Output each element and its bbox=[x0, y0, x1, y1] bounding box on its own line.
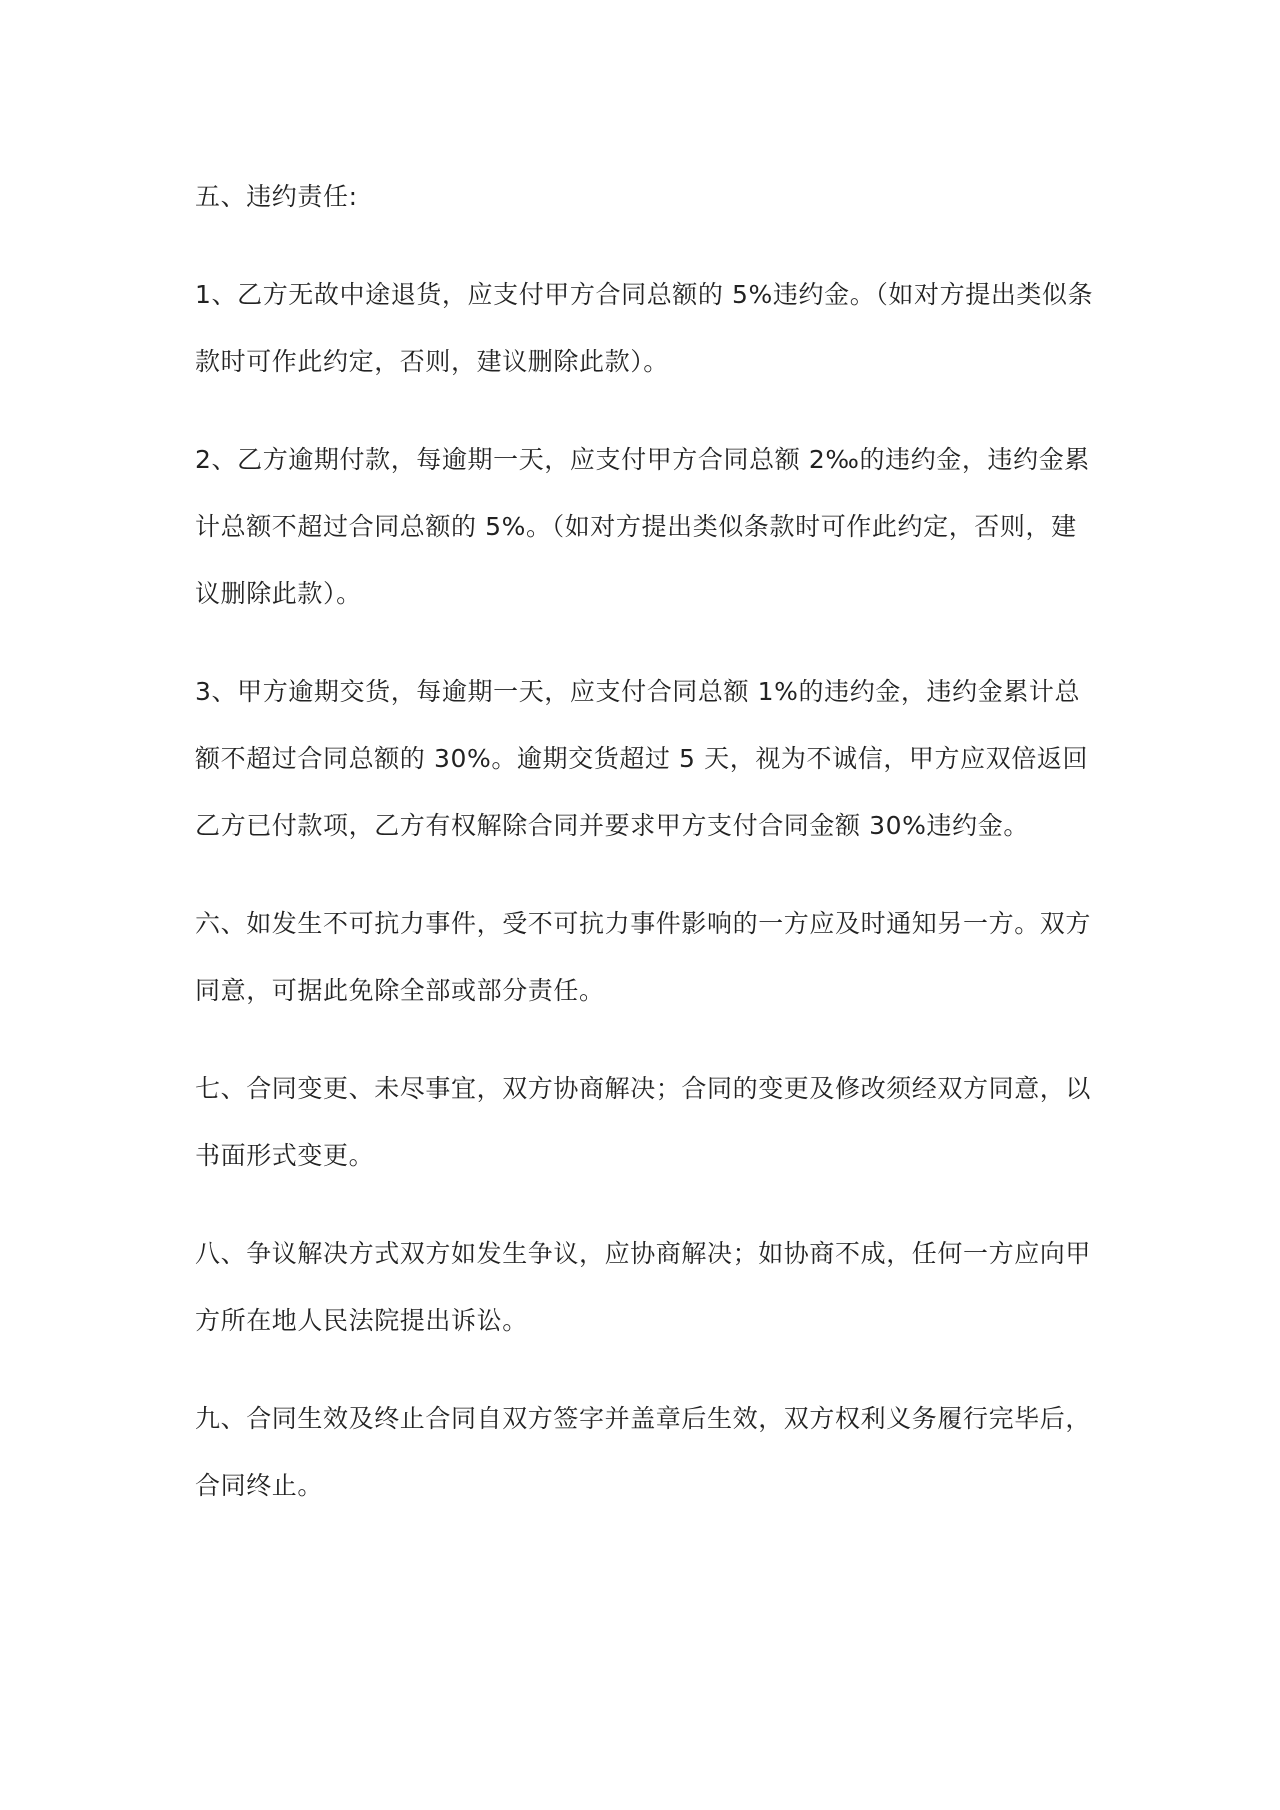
clause-6-force-majeure: 六、如发生不可抗力事件，受不可抗力事件影响的一方应及时通知另一方。双方同意，可据此免除全部或部分责任。 bbox=[195, 909, 1092, 1005]
document-body bbox=[195, 163, 1095, 1519]
clause-2-late-payment: 2、乙方逾期付款，每逾期一天，应支付甲方合同总额 2‰的违约金，违约金累计总额不超过合同总额的 5%。（如对方提出类似条款时可作此约定，否则，建议删除此款）。 bbox=[195, 445, 1090, 608]
clause-7-contract-change: 七、合同变更、未尽事宜，双方协商解决；合同的变更及修改须经双方同意，以书面形式变更。 bbox=[195, 1074, 1092, 1170]
clause-9-effect-termination: 九、合同生效及终止合同自双方签字并盖章后生效，双方权利义务履行完毕后，合同终止。 bbox=[195, 1404, 1092, 1500]
clause-8-dispute-resolution: 八、争议解决方式双方如发生争议，应协商解决；如协商不成，任何一方应向甲方所在地人民法院提出诉讼。 bbox=[195, 1239, 1092, 1335]
section-heading-breach-liability: 五、违约责任: bbox=[195, 182, 358, 211]
clause-3-late-delivery: 3、甲方逾期交货，每逾期一天，应支付合同总额 1%的违约金，违约金累计总额不超过合同总额的 30%。逾期交货超过 5 天，视为不诚信，甲方应双倍返回乙方已付款项，乙方有权解除合同并要求甲方支付合同金额 30%违约金。 bbox=[195, 677, 1089, 840]
clause-1-return-penalty: 1、乙方无故中途退货，应支付甲方合同总额的 5%违约金。（如对方提出类似条款时可作此约定，否则，建议删除此款）。 bbox=[195, 280, 1094, 376]
